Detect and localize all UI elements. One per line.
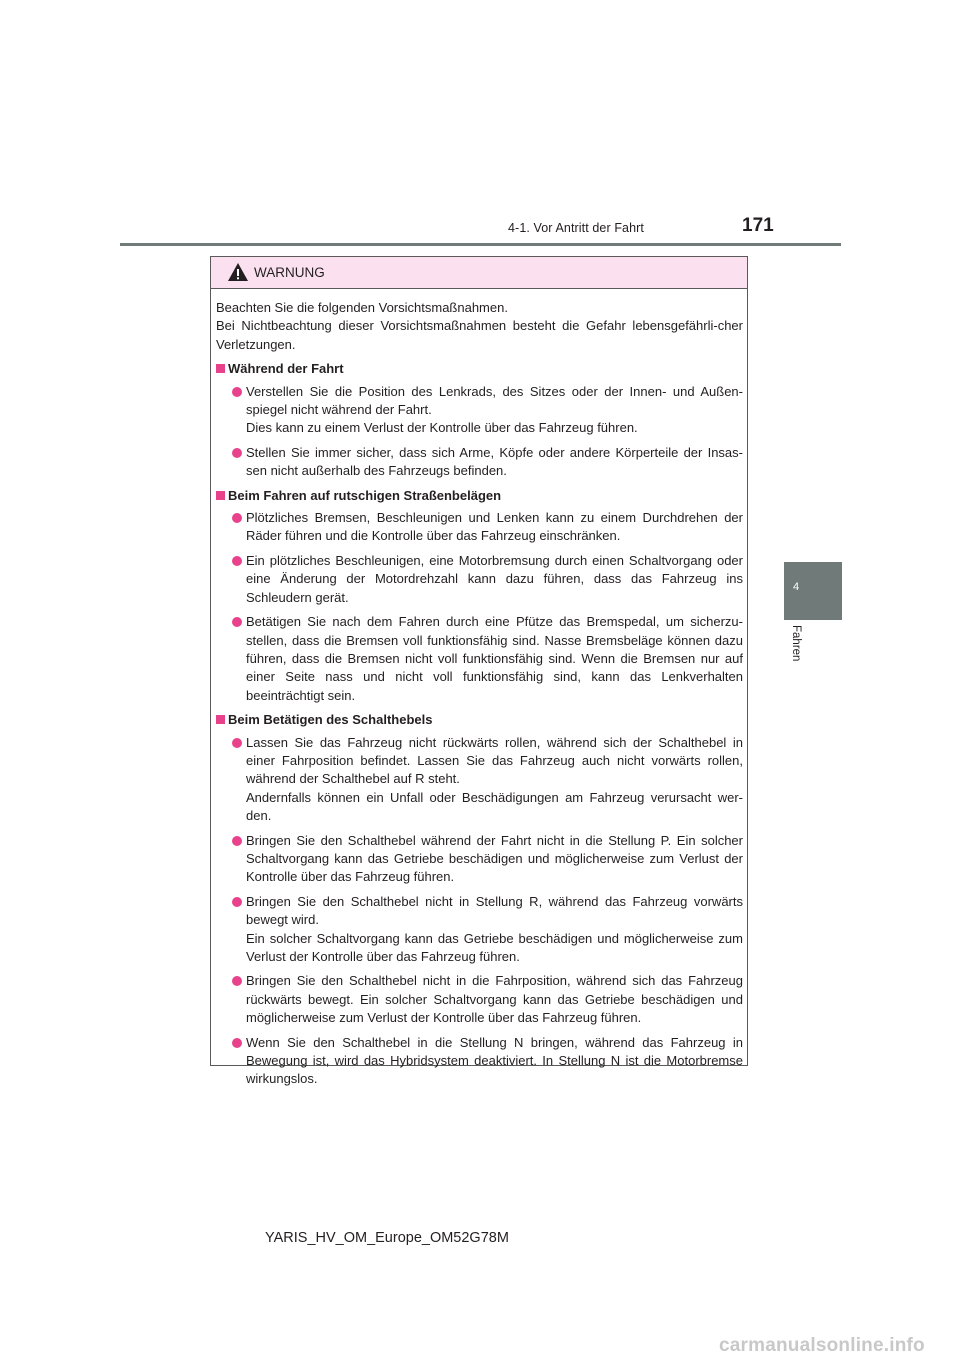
section-heading-text: Beim Fahren auf rutschigen Straßenbelägen — [228, 487, 502, 503]
square-bullet-icon — [216, 364, 225, 373]
watermark: carmanualsonline.info — [719, 1335, 925, 1356]
round-bullet-icon — [232, 617, 242, 627]
warning-title: WARNUNG — [254, 265, 325, 280]
intro-line: Beachten Sie die folgenden Vorsichtsmaßnahmen. — [216, 300, 508, 315]
page-number: 171 — [742, 215, 774, 236]
list-item-text: Stellen Sie immer sicher, dass sich Arme, Köpfe oder andere Körperteile der Insas-sen nicht außerhalb des Fahrzeugs befinden. — [246, 444, 743, 479]
list-item-text: Bringen Sie den Schalthebel nicht in die Fahrposition, während sich das Fahrzeug rückwärts bewegt. Ein solcher Schaltvorgang kann das Getriebe beschädigen und möglicherweise zum Verlust der Kontrolle über das Fahrzeug führen. — [246, 973, 743, 1026]
warning-triangle-icon — [227, 262, 249, 282]
list-item-text: Betätigen Sie nach dem Fahren durch eine Pfütze das Bremspedal, um sicherzu-stellen, dass die Bremsen voll funktionsfähig sind. Nasse Bremsbeläge können dazu führen, dass die Bremsen nicht voll funktionsfähig sind. Wenn die Bremsen nur auf einer Seite nass und nicht voll funktionsfähig sind, kann das Lenkverhalten beeinträchtigt sein. — [246, 614, 743, 703]
list-item-text: Ein plötzliches Beschleunigen, eine Motorbremsung durch einen Schaltvorgang oder eine Änderung der Motordrehzahl kann dazu führen, dass das Fahrzeug ins Schleudern gerät. — [246, 552, 743, 605]
list-item-text: Verstellen Sie die Position des Lenkrads, des Sitzes oder der Innen- und Außen-spiegel nicht während der Fahrt. — [246, 383, 743, 418]
document-code: YARIS_HV_OM_Europe_OM52G78M — [265, 1230, 509, 1246]
section-heading-text: Beim Betätigen des Schalthebels — [228, 712, 433, 728]
warning-intro — [216, 299, 743, 354]
list-item — [216, 613, 743, 705]
list-item — [216, 832, 743, 887]
header-section-title: 4-1. Vor Antritt der Fahrt — [508, 221, 644, 235]
list-item — [216, 1034, 743, 1089]
square-bullet-icon — [216, 715, 225, 724]
section-heading — [216, 711, 743, 729]
warning-box — [210, 256, 748, 1087]
warning-body — [211, 289, 747, 1089]
list-item-text: Bringen Sie den Schalthebel während der Fahrt nicht in die Stellung P. Ein solcher Schaltvorgang kann das Getriebe beschädigen und möglicherweise zum Verlust der Kontrolle über das Fahrzeug führen. — [246, 832, 743, 885]
round-bullet-icon — [232, 513, 242, 523]
round-bullet-icon — [232, 1038, 242, 1048]
intro-line: Bei Nichtbeachtung dieser Vorsichtsmaßnahmen besteht die Gefahr lebensgefährli-cher Verletzungen. — [216, 318, 743, 352]
section-heading-text: Während der Fahrt — [228, 361, 344, 377]
round-bullet-icon — [232, 836, 242, 846]
list-item — [216, 552, 743, 607]
chapter-number: 4 — [793, 581, 800, 593]
list-item — [216, 893, 743, 967]
list-item-text: Plötzliches Bremsen, Beschleunigen und Lenken kann zu einem Durchdrehen der Räder führen und die Kontrolle über das Fahrzeug einschränken. — [246, 510, 743, 544]
round-bullet-icon — [232, 448, 242, 458]
list-item — [216, 972, 743, 1027]
round-bullet-icon — [232, 897, 242, 907]
list-item — [216, 509, 743, 546]
list-item — [216, 734, 743, 826]
round-bullet-icon — [232, 556, 242, 566]
list-item — [216, 444, 743, 481]
section-heading — [216, 487, 743, 505]
list-item-text: Ein solcher Schaltvorgang kann das Getriebe beschädigen und möglicherweise zum Verlust der Kontrolle über das Fahrzeug führen. — [246, 930, 743, 964]
round-bullet-icon — [232, 387, 242, 397]
warning-header — [211, 257, 747, 289]
square-bullet-icon — [216, 491, 225, 500]
list-item-text: Lassen Sie das Fahrzeug nicht rückwärts rollen, während sich der Schalthebel in einer Fahrposition befindet. Lassen Sie das Fahrzeug auch nicht vorwärts rollen, während der Schalthebel auf R steht. — [246, 734, 743, 787]
round-bullet-icon — [232, 976, 242, 986]
list-item — [216, 383, 743, 438]
header-divider — [120, 243, 841, 246]
chapter-name — [788, 625, 802, 675]
round-bullet-icon — [232, 738, 242, 748]
list-item-text: Bringen Sie den Schalthebel nicht in Stellung R, während das Fahrzeug vorwärts bewegt wird. — [246, 893, 743, 928]
list-item-text: Andernfalls können ein Unfall oder Beschädigungen am Fahrzeug verursacht wer-den. — [246, 789, 743, 824]
chapter-name-label: Fahren — [790, 625, 802, 662]
section-heading — [216, 360, 743, 378]
list-item-text: Dies kann zu einem Verlust der Kontrolle über das Fahrzeug führen. — [246, 420, 638, 436]
chapter-tab — [784, 562, 842, 620]
list-item-text: Wenn Sie den Schalthebel in die Stellung N bringen, während das Fahrzeug in Bewegung ist, wird das Hybridsystem deaktiviert. In Stellung N ist die Motorbremse wirkungslos. — [246, 1034, 743, 1087]
